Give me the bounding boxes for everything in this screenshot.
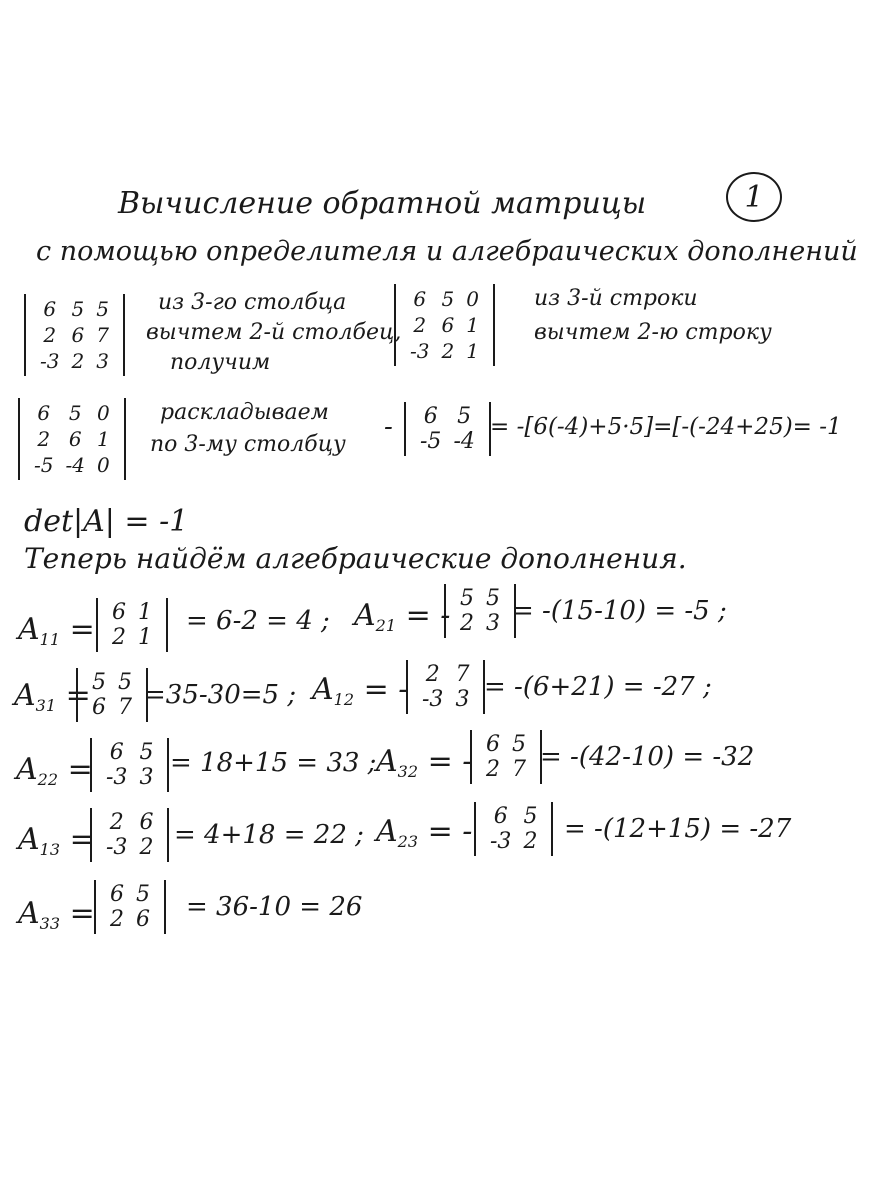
cofactor-a23-label: $A_{23}$ = - — [376, 814, 473, 851]
title-line-1: Вычисление обратной матрицы — [118, 186, 647, 221]
matrix-cell: -3 — [422, 687, 444, 712]
matrix-cell: 5 — [71, 297, 85, 321]
matrix-cell: 5 — [96, 297, 109, 321]
cofactor-a12-label: $A_{12}$ = - — [312, 672, 409, 709]
cofactor-a13-result: = 4+18 = 22 ; — [174, 820, 364, 850]
matrix-cell: 3 — [139, 765, 154, 790]
matrix-cell: 3 — [455, 687, 470, 712]
cofactor-a33-result: = 36-10 = 26 — [186, 892, 363, 922]
matrix-cell: 7 — [455, 662, 470, 687]
matrix-cell: 3 — [486, 611, 500, 636]
matrix-cell: 2 — [523, 829, 538, 854]
matrix-step-3 — [18, 398, 126, 480]
matrix-cell: 6 — [109, 740, 124, 765]
cofactor-a11-label: $A_{11}$ = — [18, 612, 95, 649]
matrix-cell: 5 — [523, 804, 538, 829]
matrix-cell: 1 — [466, 339, 479, 363]
cofactor-a11-minor — [96, 598, 168, 652]
matrix-cell: 5 — [68, 401, 82, 425]
matrix-cell: 5 — [441, 287, 455, 311]
matrix-cell: 2 — [486, 757, 500, 782]
cofactor-a23-result: = -(12+15) = -27 — [564, 814, 792, 844]
matrix-cell: 5 — [136, 882, 150, 907]
matrix-cell: 5 — [457, 404, 472, 429]
matrix-cell: 6 — [92, 695, 106, 720]
cofactor-a21-result: = -(15-10) = -5 ; — [512, 596, 727, 626]
matrix-cell: 7 — [96, 323, 109, 347]
matrix-cell: 2 — [425, 662, 440, 687]
matrix-cell: -5 — [34, 453, 54, 477]
cofactor-index: 22 — [37, 770, 59, 789]
matrix-cell: 2 — [112, 625, 126, 650]
matrix-cell: 6 — [441, 313, 455, 337]
matrix-cell: 6 — [37, 401, 51, 425]
matrix-step-1 — [24, 294, 125, 376]
matrix-cell: 2 — [43, 323, 57, 347]
matrix-cell: 6 — [68, 427, 82, 451]
cofactor-index: 13 — [39, 840, 61, 859]
matrix-cell: 1 — [466, 313, 479, 337]
cofactor-a31-label: $A_{31}$ = — [14, 678, 91, 715]
matrix-cell: -3 — [106, 835, 128, 860]
matrix-cell: -4 — [65, 453, 85, 477]
step-2-note-1: из 3-й строки — [534, 286, 698, 311]
step-3-expansion: = -[6(-4)+5·5]=[-(-24+25)= -1 — [490, 414, 842, 440]
matrix-cell: -4 — [453, 429, 475, 454]
cofactor-a13-minor — [90, 808, 169, 862]
cofactor-a23-minor — [474, 802, 553, 856]
cofactor-a13-label: $A_{13}$ = — [18, 822, 95, 859]
matrix-cell: 7 — [512, 757, 526, 782]
matrix-cell: 5 — [486, 586, 500, 611]
matrix-step-2 — [394, 284, 495, 366]
matrix-cell: 5 — [460, 586, 474, 611]
matrix-cell: 1 — [138, 600, 152, 625]
step-1-note-3: получим — [170, 350, 271, 375]
matrix-cell: 2 — [110, 907, 124, 932]
cofactors-intro: Теперь найдём алгебраические дополнения. — [24, 542, 687, 575]
cofactor-a11-result: = 6-2 = 4 ; — [186, 606, 330, 636]
step-3-note-2: по 3-му столбцу — [150, 432, 346, 457]
cofactor-a32-minor — [470, 730, 542, 784]
matrix-cell: 2 — [460, 611, 474, 636]
cofactor-a12-result: = -(6+21) = -27 ; — [484, 672, 712, 702]
cofactor-a22-label: $A_{22}$ = — [16, 752, 93, 789]
cofactor-index: 21 — [375, 616, 397, 635]
matrix-cell: 6 — [486, 732, 500, 757]
matrix-cell: 5 — [512, 732, 526, 757]
cofactor-a22-minor — [90, 738, 169, 792]
matrix-cell: 5 — [118, 670, 132, 695]
matrix-cell: 5 — [139, 740, 154, 765]
determinant-result: det|A| = -1 — [24, 504, 189, 539]
cofactor-a33-label: $A_{33}$ = — [18, 896, 95, 933]
matrix-cell: -3 — [410, 339, 430, 363]
cofactor-a33-minor — [94, 880, 166, 934]
matrix-cell: 0 — [466, 287, 479, 311]
matrix-cell: 2 — [441, 339, 455, 363]
cofactor-a21-minor — [444, 584, 516, 638]
step-1-note-2: вычтем 2-й столбец, — [146, 320, 402, 345]
step-2-note-2: вычтем 2-ю строку — [534, 320, 772, 345]
cofactor-index: 31 — [35, 696, 57, 715]
matrix-cell: 6 — [110, 882, 124, 907]
matrix-cell: -3 — [490, 829, 512, 854]
matrix-cell: 6 — [413, 287, 427, 311]
cofactor-a22-result: = 18+15 = 33 ; — [170, 748, 377, 778]
matrix-cell: 6 — [423, 404, 438, 429]
matrix-cell: 5 — [92, 670, 106, 695]
matrix-cell: 3 — [96, 349, 109, 373]
cofactor-a12-minor — [406, 660, 485, 714]
matrix-cell: 2 — [37, 427, 51, 451]
matrix-cell: 2 — [139, 835, 154, 860]
cofactor-a32-label: $A_{32}$ = - — [376, 744, 473, 781]
matrix-cell: 0 — [96, 453, 110, 477]
step-3-minus: - — [384, 412, 393, 442]
matrix-cell: 2 — [109, 810, 124, 835]
cofactor-index: 32 — [397, 762, 419, 781]
step-1-note-1: из 3-го столбца — [158, 290, 347, 315]
matrix-cell: 7 — [118, 695, 132, 720]
matrix-cell: 1 — [96, 427, 110, 451]
cofactor-a21-label: $A_{21}$ = - — [354, 598, 451, 635]
cofactor-index: 11 — [39, 630, 61, 649]
cofactor-index: 33 — [39, 914, 61, 933]
page-number: 1 — [726, 172, 782, 222]
cofactor-a32-result: = -(42-10) = -32 — [540, 742, 755, 772]
matrix-cell: 6 — [136, 907, 150, 932]
matrix-cell: 2 — [413, 313, 427, 337]
matrix-cell: 6 — [43, 297, 57, 321]
matrix-cell: 2 — [71, 349, 85, 373]
matrix-cell: -3 — [106, 765, 128, 790]
cofactor-index: 12 — [333, 690, 355, 709]
cofactor-a31-result: =35-30=5 ; — [144, 680, 297, 710]
cofactor-a31-minor — [76, 668, 148, 722]
matrix-cell: 6 — [71, 323, 85, 347]
matrix-cell: 6 — [493, 804, 508, 829]
cofactor-index: 23 — [397, 832, 419, 851]
matrix-cell: -5 — [420, 429, 442, 454]
minor-step-3 — [404, 402, 491, 456]
matrix-cell: 6 — [112, 600, 126, 625]
matrix-cell: 0 — [96, 401, 110, 425]
matrix-cell: 1 — [138, 625, 152, 650]
title-line-2: с помощью определителя и алгебраических дополнений — [36, 236, 858, 267]
step-3-note-1: раскладываем — [160, 400, 329, 425]
matrix-cell: 6 — [139, 810, 154, 835]
matrix-cell: -3 — [40, 349, 60, 373]
